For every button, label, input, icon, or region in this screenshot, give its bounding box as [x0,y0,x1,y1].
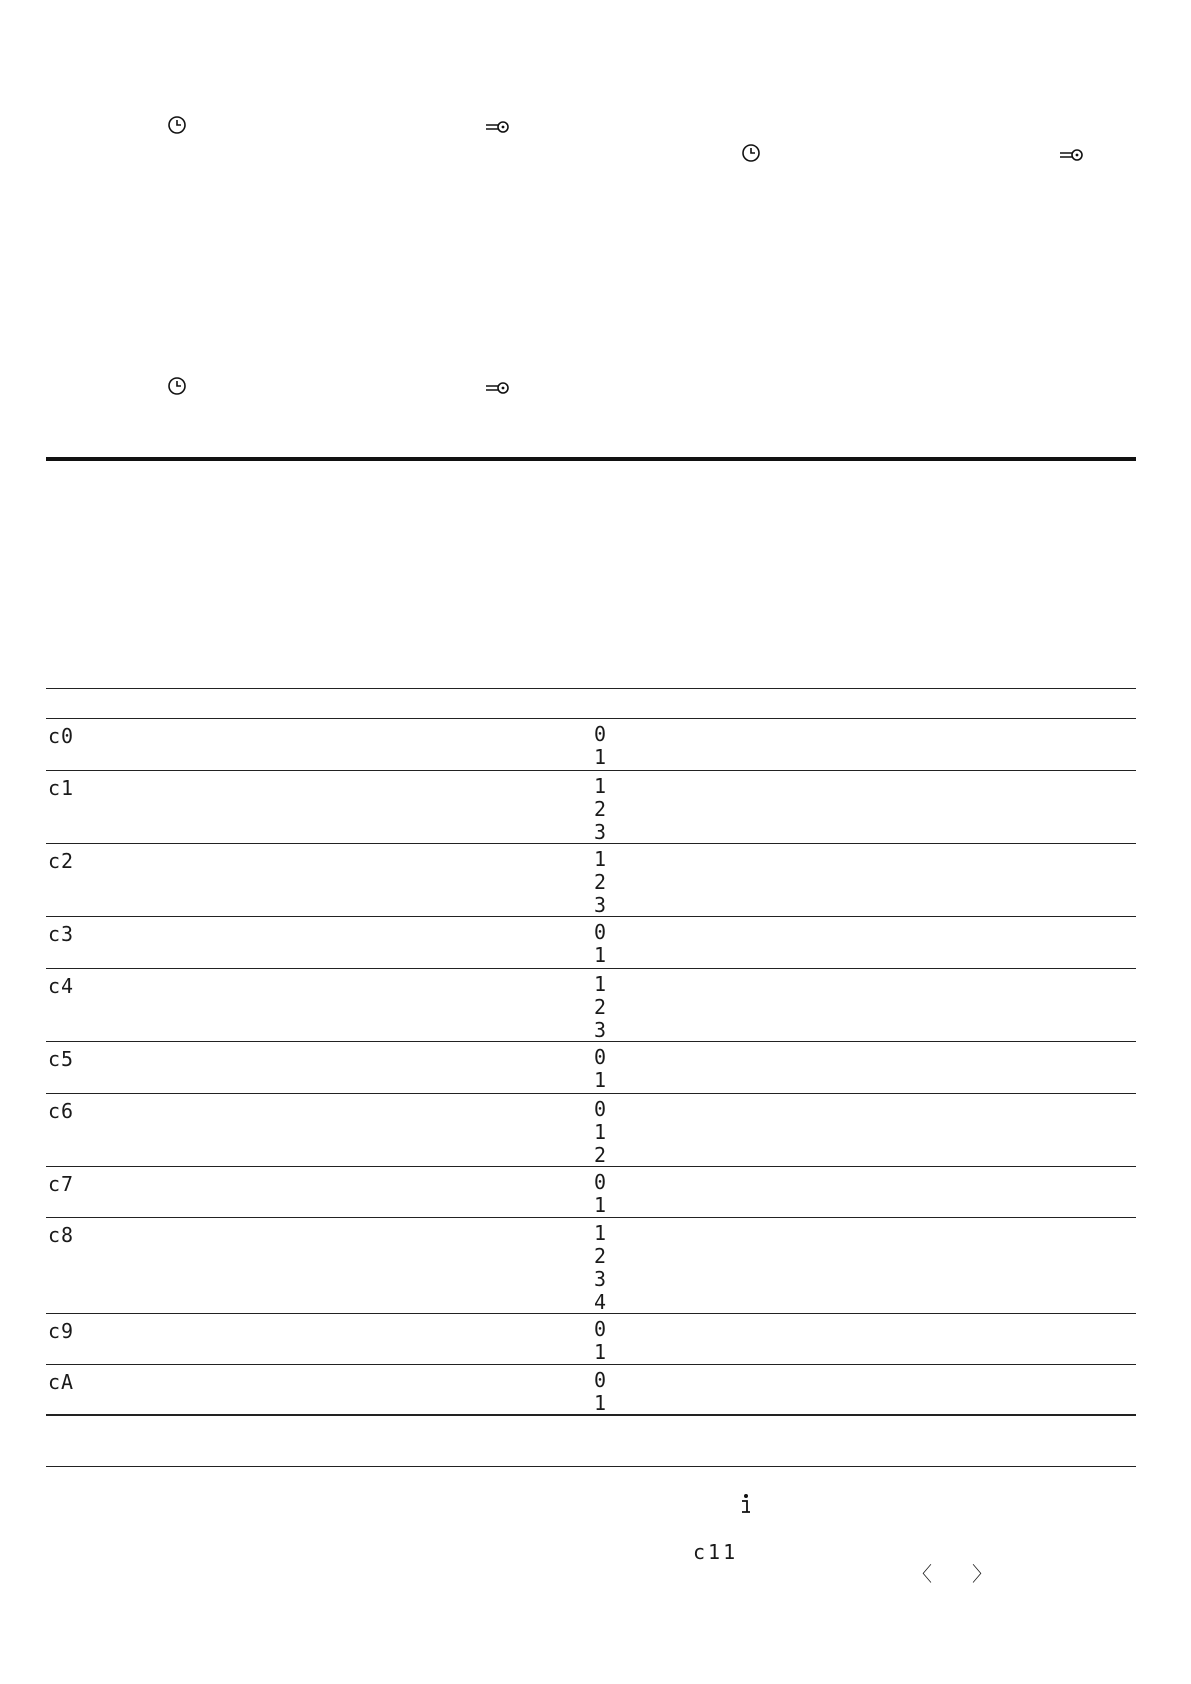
table-row [46,1093,1136,1166]
setting-code: c8 [48,1223,75,1247]
setting-value: 2 [593,797,606,821]
setting-value: 2 [593,995,606,1019]
setting-value: 1 [593,774,606,798]
setting-code-c11: c11 [693,1540,739,1564]
setting-value: 2 [593,1244,606,1268]
settings-table [46,688,1136,1416]
setting-value: 1 [593,1340,606,1364]
setting-value: 2 [593,870,606,894]
setting-values [590,921,606,967]
setting-value: 1 [593,972,606,996]
setting-code: c3 [48,922,75,946]
setting-value: 1 [593,1391,606,1415]
clock-icon [741,143,761,163]
setting-value: 0 [593,920,606,944]
setting-code: cA [48,1370,75,1394]
setting-values [590,1171,606,1217]
setting-value: 0 [593,1317,606,1341]
setting-values [590,1222,606,1314]
table-row [46,1166,1136,1217]
table-row [46,968,1136,1041]
setting-code: c0 [48,724,75,748]
table-row [46,1364,1136,1416]
key-icon [1058,148,1084,162]
setting-value: 0 [593,1368,606,1392]
setting-values [590,723,606,769]
table-header [46,688,1136,718]
table-footer-row [46,1416,1136,1467]
table-row [46,916,1136,968]
setting-code: c6 [48,1099,75,1123]
table-row [46,1313,1136,1364]
setting-code: c2 [48,849,75,873]
arrow-right-icon: 〉 [972,1562,992,1586]
table-row [46,770,1136,843]
key-icon [484,381,510,395]
setting-code: c1 [48,776,75,800]
setting-value: 3 [593,893,606,917]
setting-code: c9 [48,1319,75,1343]
info-icon [739,1493,753,1515]
setting-values [590,848,606,917]
key-icon [484,120,510,134]
table-row [46,843,1136,916]
setting-value: 1 [593,847,606,871]
setting-code: c4 [48,974,75,998]
setting-value: 1 [593,1221,606,1245]
setting-value: 2 [593,1143,606,1167]
setting-values [590,1369,606,1415]
setting-values [590,973,606,1042]
setting-value: 0 [593,1097,606,1121]
table-row [46,718,1136,770]
arrow-left-icon: 〈 [912,1562,932,1586]
setting-values [590,1046,606,1092]
section-divider [46,457,1136,461]
setting-value: 1 [593,1193,606,1217]
setting-value: 0 [593,1170,606,1194]
setting-value: 1 [593,1120,606,1144]
setting-code: c5 [48,1047,75,1071]
clock-icon [167,376,187,396]
setting-value: 3 [593,1267,606,1291]
setting-value: 1 [593,745,606,769]
setting-value: 1 [593,943,606,967]
setting-values [590,775,606,844]
setting-value: 0 [593,722,606,746]
clock-icon [167,115,187,135]
setting-value: 0 [593,1045,606,1069]
setting-value: 1 [593,1068,606,1092]
setting-code: c7 [48,1172,75,1196]
table-row [46,1041,1136,1093]
setting-values [590,1318,606,1364]
setting-value: 4 [593,1290,606,1314]
setting-value: 3 [593,1018,606,1042]
table-row [46,1217,1136,1313]
setting-values [590,1098,606,1167]
setting-value: 3 [593,820,606,844]
